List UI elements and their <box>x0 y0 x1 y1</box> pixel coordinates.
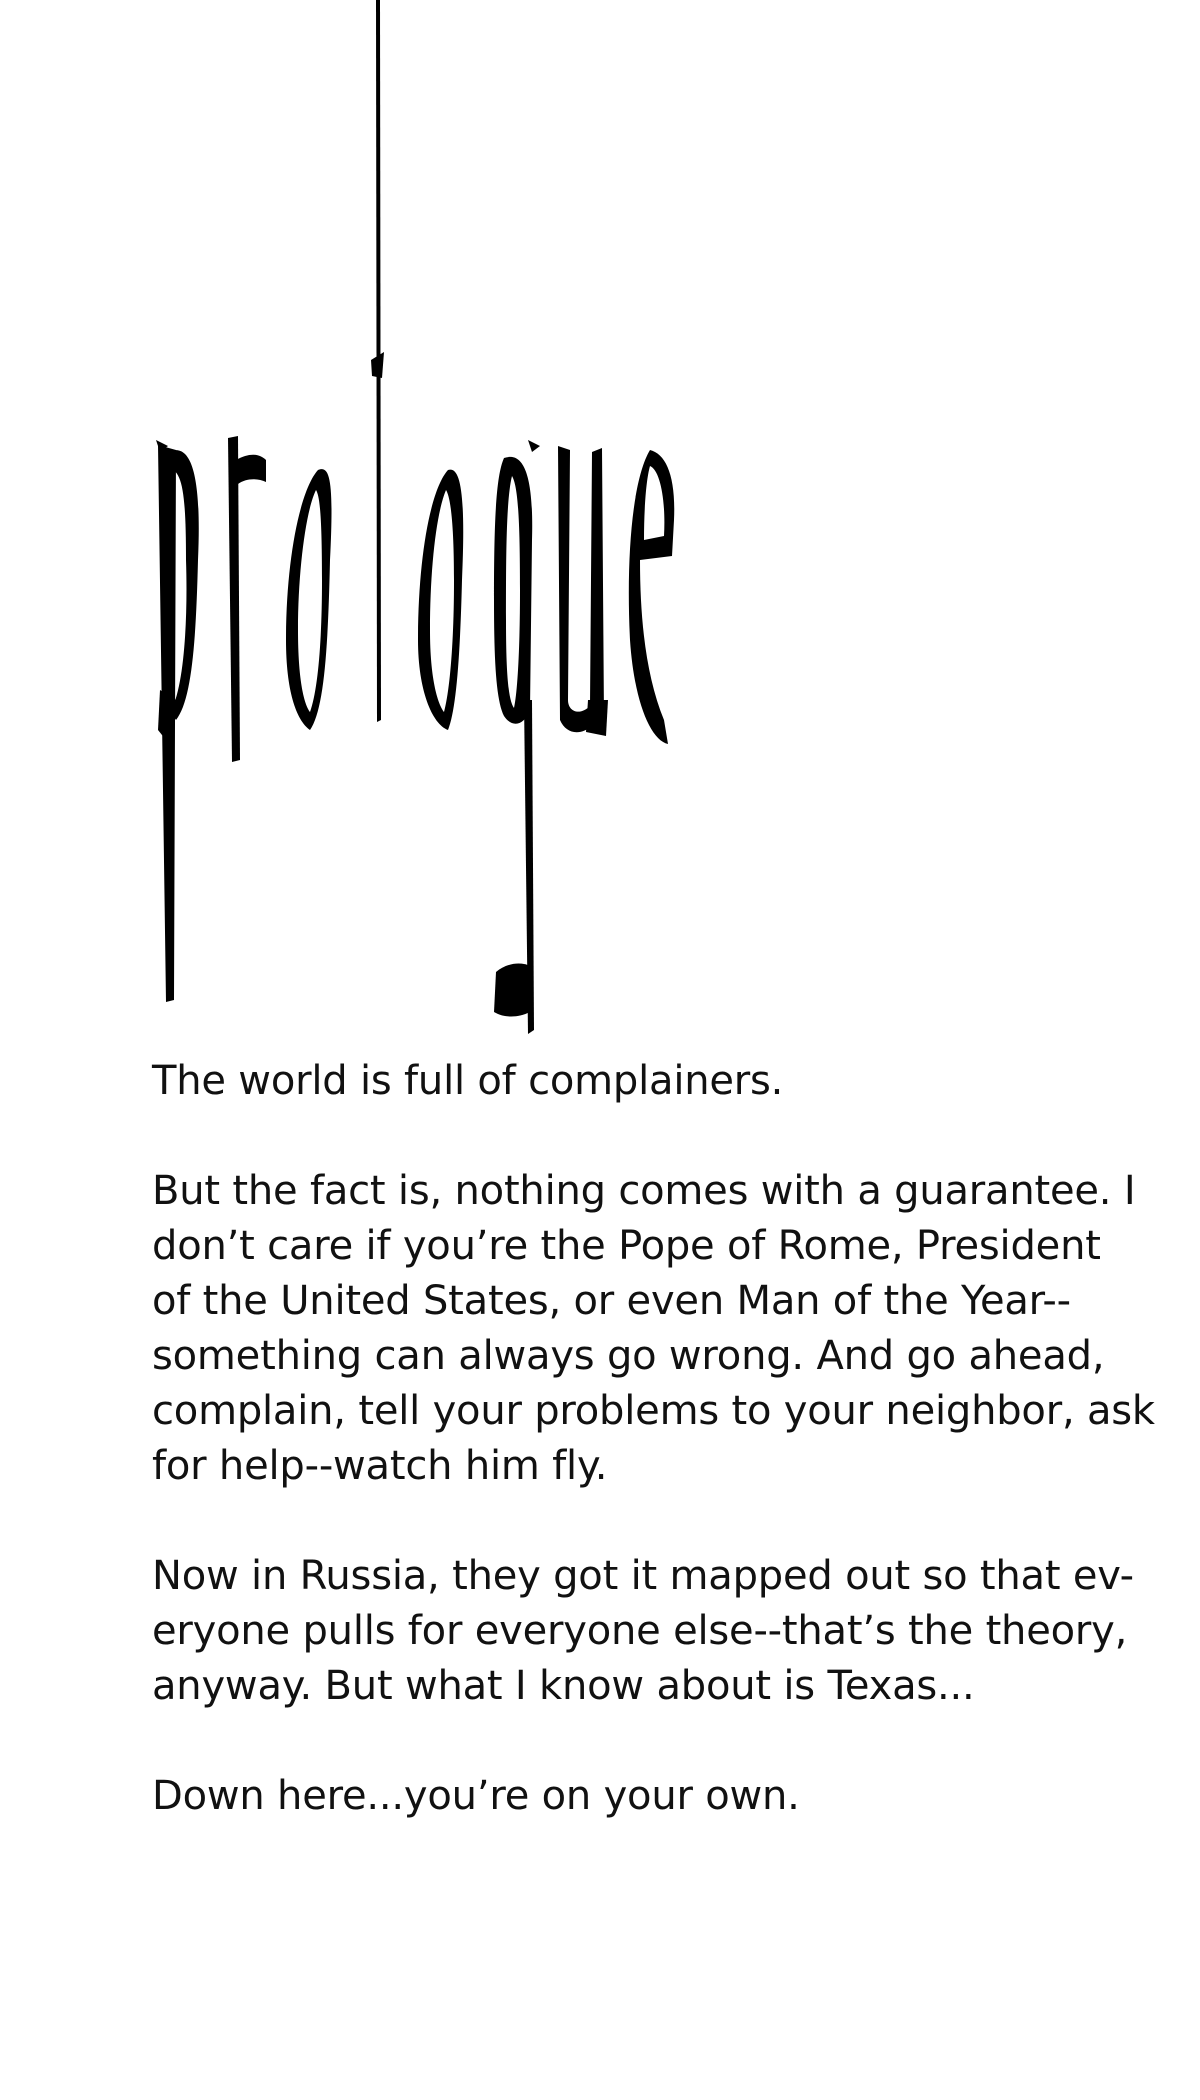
paragraph-line: complain, tell your problems to your neighbor, ask <box>152 1388 1155 1434</box>
title-letter-e <box>629 450 674 744</box>
paragraph-4 <box>152 1769 1162 1824</box>
paragraph-line: don’t care if you’re the Pope of Rome, President <box>152 1223 1101 1269</box>
paragraph-line: Down here...you’re on your own. <box>152 1773 800 1819</box>
paragraph-line: for help--watch him fly. <box>152 1443 608 1489</box>
paragraph-line: Now in Russia, they got it mapped out so that ev- <box>152 1553 1134 1599</box>
paragraph-line: eryone pulls for everyone else--that’s the theory, <box>152 1608 1128 1654</box>
paragraph-line: anyway. But what I know about is Texas... <box>152 1663 975 1709</box>
paragraph-1 <box>152 1054 1162 1109</box>
paragraph-line: But the fact is, nothing comes with a guarantee. I <box>152 1168 1136 1214</box>
paragraph-3 <box>152 1549 1162 1714</box>
paragraph-2 <box>152 1164 1162 1494</box>
title-letter-o-first <box>286 469 332 730</box>
prologue-body <box>152 1054 1162 1824</box>
paragraph-line: something can always go wrong. And go ahead, <box>152 1333 1105 1379</box>
prologue-title <box>0 0 720 1040</box>
paragraph-line: of the United States, or even Man of the Year-- <box>152 1278 1071 1324</box>
title-letter-o-second <box>418 470 463 730</box>
paragraph-line: The world is full of complainers. <box>152 1058 784 1104</box>
prologue-title-lettering <box>0 0 720 1040</box>
title-letter-r <box>228 436 240 762</box>
title-letter-g <box>494 457 532 724</box>
title-letter-u <box>558 446 604 732</box>
